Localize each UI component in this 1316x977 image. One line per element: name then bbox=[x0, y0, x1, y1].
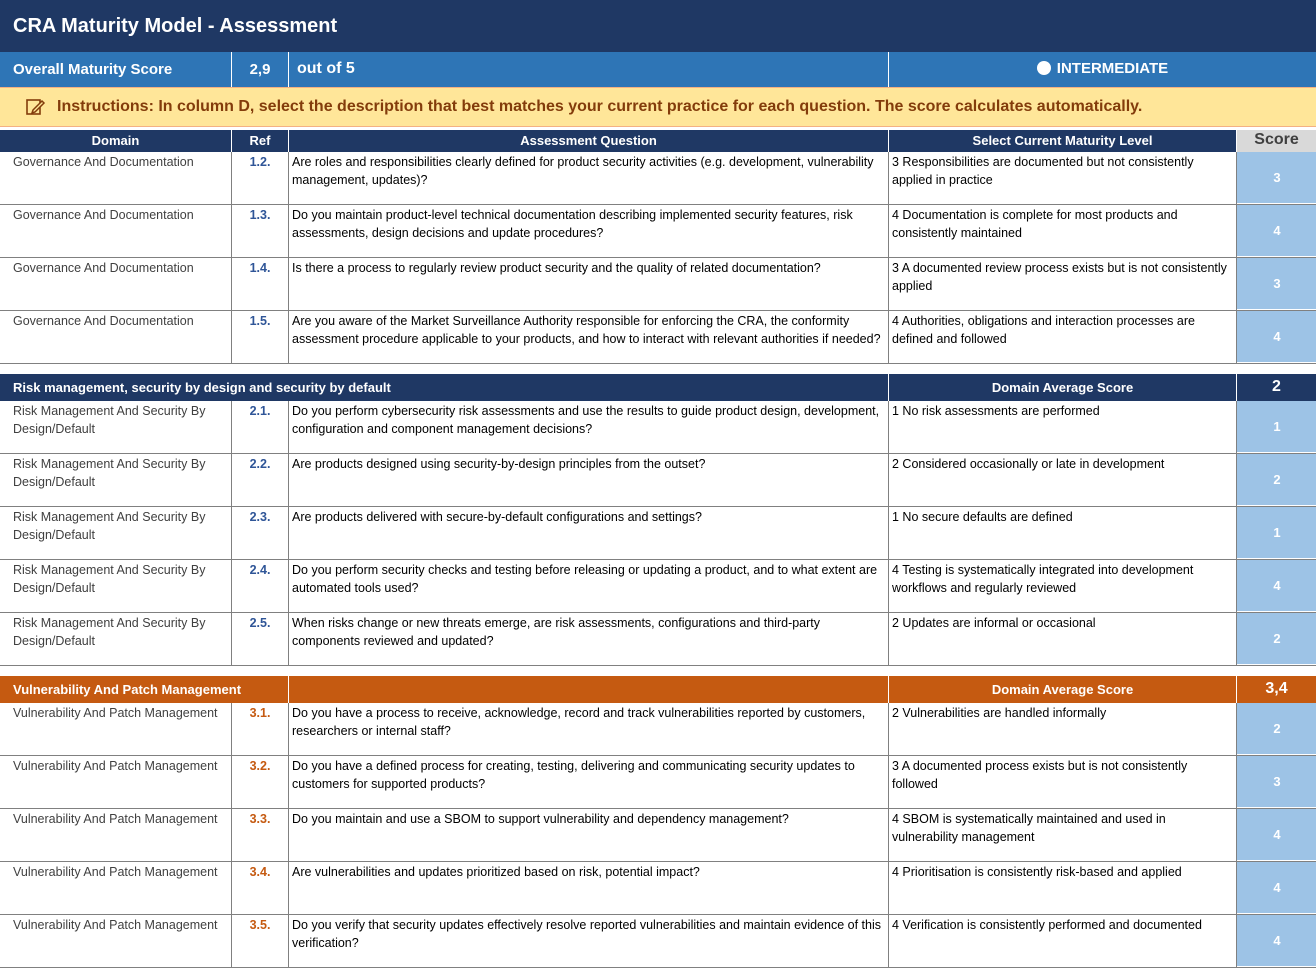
header-select-level: Select Current Maturity Level bbox=[889, 130, 1237, 152]
question-cell[interactable]: Are vulnerabilities and updates prioritized based on risk, potential impact? bbox=[289, 862, 889, 914]
score-cell[interactable]: 3 bbox=[1237, 258, 1316, 310]
maturity-level-select[interactable]: 4 Documentation is complete for most products and consistently maintained bbox=[889, 205, 1237, 257]
ref-cell[interactable]: 1.2. bbox=[232, 152, 289, 204]
question-cell[interactable]: Are you aware of the Market Surveillance Authority responsible for enforcing the CRA, the conformity assessment procedure applicable to your products, and how to interact with relevant authorities if needed? bbox=[289, 311, 889, 363]
table-row bbox=[0, 205, 1316, 258]
section-header-risk bbox=[0, 374, 1316, 401]
score-cell[interactable]: 1 bbox=[1237, 401, 1316, 453]
domain-cell[interactable]: Vulnerability And Patch Management bbox=[0, 703, 232, 755]
status-dot-icon bbox=[1037, 61, 1051, 75]
domain-average-label: Domain Average Score bbox=[889, 374, 1237, 401]
domain-average-label: Domain Average Score bbox=[889, 676, 1237, 703]
table-row bbox=[0, 703, 1316, 756]
question-cell[interactable]: Do you verify that security updates effectively resolve reported vulnerabilities and maintain evidence of this verification? bbox=[289, 915, 889, 967]
table-row bbox=[0, 258, 1316, 311]
header-score: Score bbox=[1237, 130, 1316, 152]
ref-cell[interactable]: 2.4. bbox=[232, 560, 289, 612]
table-row bbox=[0, 862, 1316, 915]
domain-cell[interactable]: Vulnerability And Patch Management bbox=[0, 809, 232, 861]
table-row bbox=[0, 756, 1316, 809]
ref-cell[interactable]: 1.3. bbox=[232, 205, 289, 257]
section-title: Vulnerability And Patch Management bbox=[0, 676, 289, 703]
table-row bbox=[0, 507, 1316, 560]
question-cell[interactable]: Do you have a defined process for creating, testing, delivering and communicating security updates to customers for supported products? bbox=[289, 756, 889, 808]
ref-cell[interactable]: 1.5. bbox=[232, 311, 289, 363]
domain-average-score: 2 bbox=[1237, 374, 1316, 401]
overall-score-out-of: out of 5 bbox=[289, 52, 889, 87]
ref-cell[interactable]: 3.1. bbox=[232, 703, 289, 755]
score-cell[interactable]: 2 bbox=[1237, 703, 1316, 755]
score-cell[interactable]: 1 bbox=[1237, 507, 1316, 559]
title-bar bbox=[0, 0, 1316, 52]
ref-cell[interactable]: 3.4. bbox=[232, 862, 289, 914]
instructions-text: Instructions: In column D, select the description that best matches your current practice for each question. The score calculates automatically. bbox=[57, 98, 1143, 115]
ref-cell[interactable]: 2.1. bbox=[232, 401, 289, 453]
table-row bbox=[0, 613, 1316, 666]
domain-cell[interactable]: Vulnerability And Patch Management bbox=[0, 756, 232, 808]
table-row bbox=[0, 152, 1316, 205]
ref-cell[interactable]: 1.4. bbox=[232, 258, 289, 310]
section-title: Risk management, security by design and security by default bbox=[0, 374, 889, 401]
score-cell[interactable]: 2 bbox=[1237, 613, 1316, 665]
table-row bbox=[0, 809, 1316, 862]
score-cell[interactable]: 3 bbox=[1237, 152, 1316, 204]
question-cell[interactable]: Do you perform security checks and testing before releasing or updating a product, and to what extent are automated tools used? bbox=[289, 560, 889, 612]
maturity-level-select[interactable]: 3 A documented process exists but is not consistently followed bbox=[889, 756, 1237, 808]
header-ref: Ref bbox=[232, 130, 289, 152]
table-row bbox=[0, 401, 1316, 454]
question-cell[interactable]: Do you perform cybersecurity risk assessments and use the results to guide product design, development, configuration and component management decisions? bbox=[289, 401, 889, 453]
domain-cell[interactable]: Vulnerability And Patch Management bbox=[0, 862, 232, 914]
question-cell[interactable]: Do you maintain product-level technical documentation describing implemented security features, risk assessments, design decisions and update procedures? bbox=[289, 205, 889, 257]
header-question: Assessment Question bbox=[289, 130, 889, 152]
maturity-level-select[interactable]: 1 No risk assessments are performed bbox=[889, 401, 1237, 453]
domain-cell[interactable]: Governance And Documentation bbox=[0, 152, 232, 204]
ref-cell[interactable]: 2.3. bbox=[232, 507, 289, 559]
table-row bbox=[0, 560, 1316, 613]
maturity-level-select[interactable]: 4 Authorities, obligations and interaction processes are defined and followed bbox=[889, 311, 1237, 363]
score-cell[interactable]: 4 bbox=[1237, 915, 1316, 967]
maturity-level-text: INTERMEDIATE bbox=[1056, 60, 1169, 77]
domain-cell[interactable]: Risk Management And Security By Design/Default bbox=[0, 454, 232, 506]
table-row bbox=[0, 311, 1316, 364]
section-spacer bbox=[289, 676, 889, 703]
ref-cell[interactable]: 2.5. bbox=[232, 613, 289, 665]
edit-note-icon bbox=[26, 98, 46, 116]
maturity-level-select[interactable]: 3 A documented review process exists but is not consistently applied bbox=[889, 258, 1237, 310]
page-title: CRA Maturity Model - Assessment bbox=[13, 15, 338, 37]
domain-cell[interactable]: Risk Management And Security By Design/Default bbox=[0, 613, 232, 665]
score-cell[interactable]: 3 bbox=[1237, 756, 1316, 808]
ref-cell[interactable]: 3.3. bbox=[232, 809, 289, 861]
table-row bbox=[0, 454, 1316, 507]
score-cell[interactable]: 4 bbox=[1237, 809, 1316, 861]
domain-cell[interactable]: Risk Management And Security By Design/Default bbox=[0, 560, 232, 612]
maturity-level-select[interactable]: 2 Considered occasionally or late in development bbox=[889, 454, 1237, 506]
score-cell[interactable]: 2 bbox=[1237, 454, 1316, 506]
maturity-level-select[interactable]: 1 No secure defaults are defined bbox=[889, 507, 1237, 559]
table-row bbox=[0, 915, 1316, 968]
maturity-level-select[interactable]: 4 Verification is consistently performed and documented bbox=[889, 915, 1237, 967]
maturity-level-select[interactable]: 2 Vulnerabilities are handled informally bbox=[889, 703, 1237, 755]
domain-cell[interactable]: Risk Management And Security By Design/Default bbox=[0, 507, 232, 559]
table-header bbox=[0, 130, 1316, 152]
question-cell[interactable]: Do you have a process to receive, acknowledge, record and track vulnerabilities reported by customers, researchers or internal staff? bbox=[289, 703, 889, 755]
section-header-vulnerability bbox=[0, 676, 1316, 703]
question-cell[interactable]: Is there a process to regularly review product security and the quality of related documentation? bbox=[289, 258, 889, 310]
maturity-level-select[interactable]: 4 Testing is systematically integrated into development workflows and regularly reviewed bbox=[889, 560, 1237, 612]
ref-cell[interactable]: 3.2. bbox=[232, 756, 289, 808]
header-domain: Domain bbox=[0, 130, 232, 152]
domain-cell[interactable]: Vulnerability And Patch Management bbox=[0, 915, 232, 967]
domain-cell[interactable]: Risk Management And Security By Design/Default bbox=[0, 401, 232, 453]
question-cell[interactable]: Are products designed using security-by-design principles from the outset? bbox=[289, 454, 889, 506]
question-cell[interactable]: Are roles and responsibilities clearly defined for product security activities (e.g. development, vulnerability management, updates)? bbox=[289, 152, 889, 204]
maturity-level-select[interactable]: 4 Prioritisation is consistently risk-based and applied bbox=[889, 862, 1237, 914]
domain-average-score: 3,4 bbox=[1237, 676, 1316, 703]
question-cell[interactable]: When risks change or new threats emerge, are risk assessments, configurations and third-party components reviewed and updated? bbox=[289, 613, 889, 665]
instructions-banner bbox=[0, 87, 1316, 127]
domain-cell[interactable]: Governance And Documentation bbox=[0, 258, 232, 310]
overall-score-bar bbox=[0, 52, 1316, 87]
ref-cell[interactable]: 2.2. bbox=[232, 454, 289, 506]
maturity-level-select[interactable]: 3 Responsibilities are documented but not consistently applied in practice bbox=[889, 152, 1237, 204]
maturity-level-select[interactable]: 4 SBOM is systematically maintained and used in vulnerability management bbox=[889, 809, 1237, 861]
score-cell[interactable]: 4 bbox=[1237, 205, 1316, 257]
question-cell[interactable]: Do you maintain and use a SBOM to support vulnerability and dependency management? bbox=[289, 809, 889, 861]
domain-cell[interactable]: Governance And Documentation bbox=[0, 205, 232, 257]
ref-cell[interactable]: 3.5. bbox=[232, 915, 289, 967]
maturity-level-select[interactable]: 2 Updates are informal or occasional bbox=[889, 613, 1237, 665]
score-cell[interactable]: 4 bbox=[1237, 862, 1316, 914]
domain-cell[interactable]: Governance And Documentation bbox=[0, 311, 232, 363]
overall-score-label: Overall Maturity Score bbox=[0, 52, 232, 87]
score-cell[interactable]: 4 bbox=[1237, 560, 1316, 612]
score-cell[interactable]: 4 bbox=[1237, 311, 1316, 363]
overall-score-value: 2,9 bbox=[232, 52, 289, 87]
question-cell[interactable]: Are products delivered with secure-by-default configurations and settings? bbox=[289, 507, 889, 559]
maturity-level-badge bbox=[889, 52, 1316, 87]
